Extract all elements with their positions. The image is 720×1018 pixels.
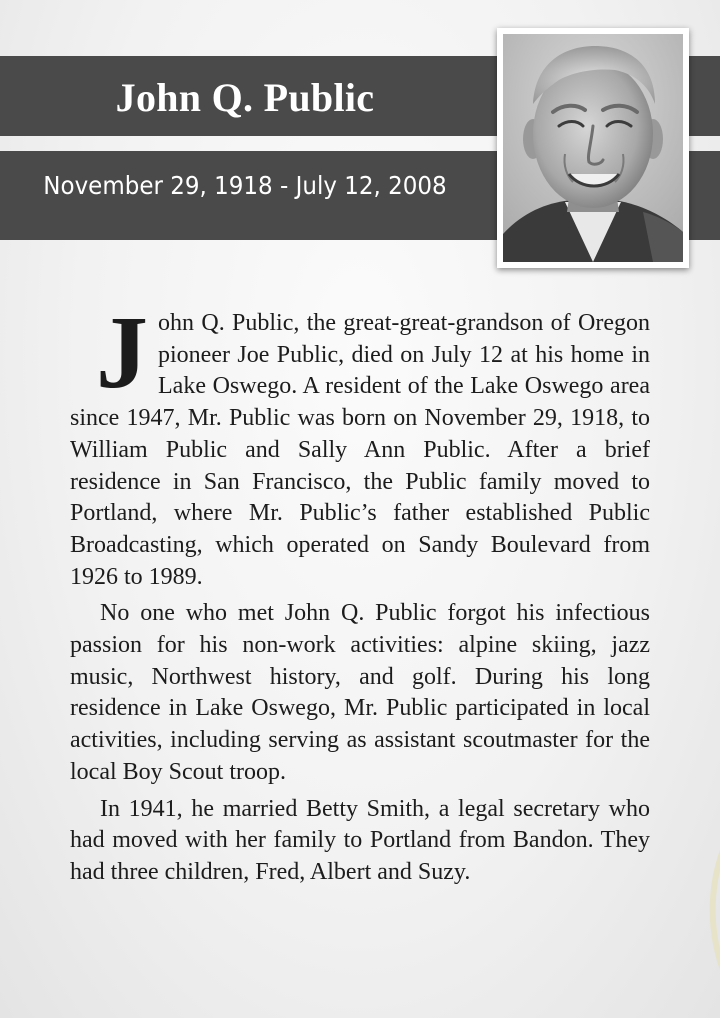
deceased-name: John Q. Public bbox=[115, 75, 375, 120]
obituary-paragraph-1 bbox=[70, 295, 650, 593]
drop-cap: J bbox=[96, 295, 148, 410]
portrait-photo bbox=[497, 28, 689, 268]
obituary-paragraph-3: In 1941, he married Betty Smith, a legal secretary who had moved with her family to Portland from Bandon. They had three children, Fred, Albert and Suzy. bbox=[70, 795, 650, 885]
obituary-paragraph-2: No one who met John Q. Public forgot his infectious passion for his non-work activities: alpine skiing, jazz music, Northwest history, and golf. During his long residence in Lake Oswego, Mr. Public participated in local activities, including serving as assistant scoutmaster for the local Boy Scout troop. bbox=[70, 600, 650, 785]
paragraph-1-text: ohn Q. Public, the great-great-grandson of Oregon pioneer Joe Public, died on July 12 at his home in Lake Oswego. A resident of the Lake Oswego area since 1947, Mr. Public was born on November 29, 1918, to William Public and Sally Ann Public. After a brief residence in San Francisco, the Public family moved to Portland, where Mr. Public’s father established Public Broadcasting, which operated on Sandy Boulevard from 1926 to 1989. bbox=[70, 310, 650, 590]
decorative-swoosh-icon bbox=[700, 838, 720, 978]
obituary-body bbox=[70, 295, 650, 894]
portrait-photo-icon bbox=[503, 34, 683, 262]
life-dates: November 29, 1918 - July 12, 2008 bbox=[43, 171, 447, 200]
